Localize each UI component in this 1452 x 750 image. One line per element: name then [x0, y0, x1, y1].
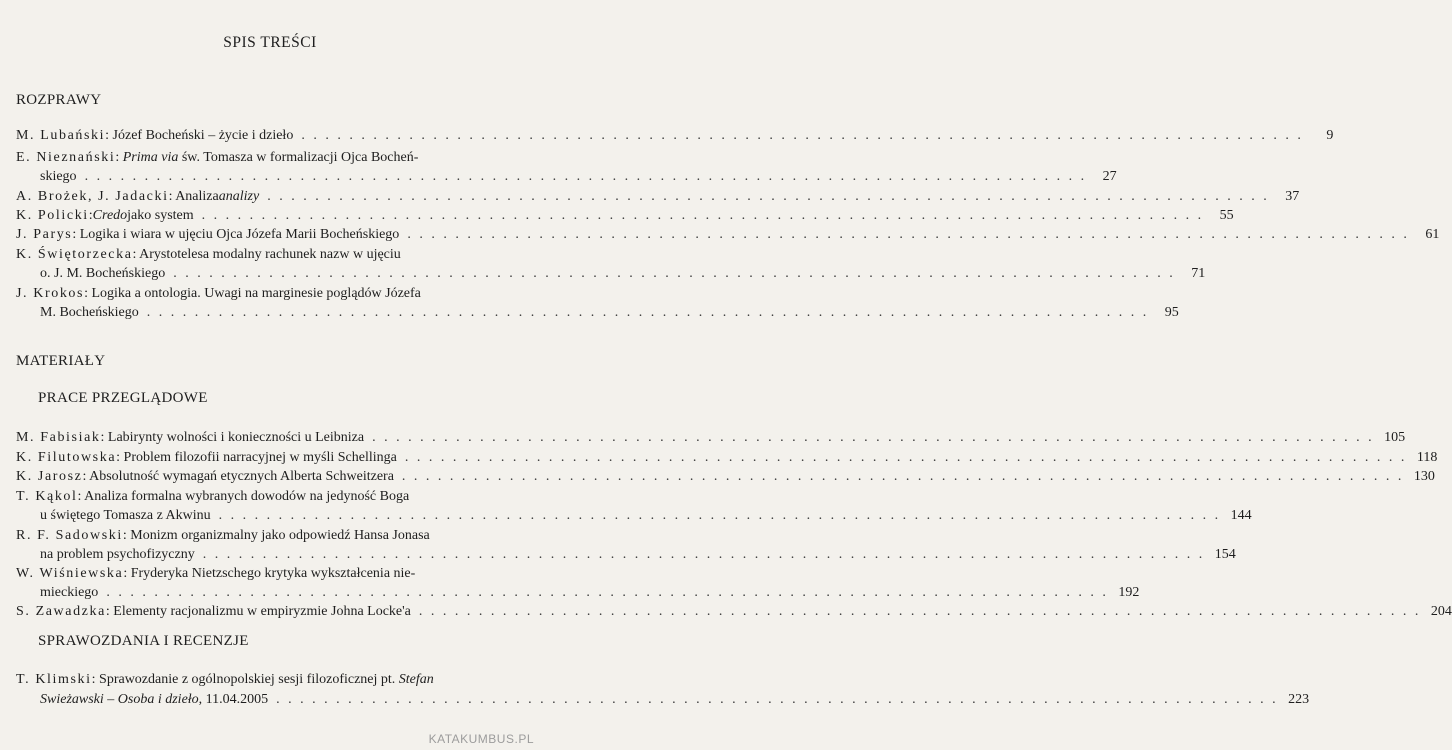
section-heading-materialy: MATERIAŁY	[16, 353, 106, 369]
entry-title: : Fryderyka Nietzschego krytyka wykształcenia nie-	[123, 566, 416, 581]
entry-title-italic: analizy	[218, 189, 260, 204]
entry-title: : Arystotelesa modalny rachunek nazw w ujęciu	[132, 247, 401, 262]
section-heading-rozprawy: ROZPRAWY	[16, 92, 102, 108]
dot-leader: . . . . . . . . . . . . . . . . . . . . . . . . . . . . . . . . . . . . . . . . . . . . . . . . . . . . . . . . . . . . . . . . . . . . . . . . . . . . . . . . . . . .	[267, 189, 1270, 204]
entry-author: T. Klimski	[16, 672, 92, 687]
toc-entry-klimski-cont	[40, 690, 1310, 710]
toc-entry-nieznanski-cont	[40, 167, 1117, 187]
toc-entry-nieznanski	[16, 148, 525, 168]
entry-page-number: 144	[1230, 508, 1252, 523]
toc-entry-lubanski	[16, 126, 1334, 146]
dot-leader: . . . . . . . . . . . . . . . . . . . . . . . . . . . . . . . . . . . . . . . . . . . . . . . . . . . . . . . . . . . . . . . . . . . . . . . . . . . . . . . . . . . .	[202, 547, 1205, 562]
entry-title-cont: , 11.04.2005	[198, 692, 269, 707]
entry-author: T. Kąkol	[16, 489, 78, 504]
entry-title: : Analiza	[168, 189, 219, 204]
entry-title: :	[88, 208, 93, 223]
toc-entry-kakol-cont	[40, 506, 1252, 526]
entry-title: : Problem filozofii narracyjnej w myśli Schellinga	[116, 450, 397, 465]
dot-leader: . . . . . . . . . . . . . . . . . . . . . . . . . . . . . . . . . . . . . . . . . . . . . . . . . . . . . . . . . . . . . . . . . . . . . . . . . . . . . . . . . . . .	[106, 585, 1109, 600]
toc-entry-krokos-cont	[40, 303, 1179, 323]
entry-page-number: 154	[1214, 547, 1236, 562]
entry-title: : Logika i wiara w ujęciu Ojca Józefa Marii Bocheńskiego	[72, 227, 400, 242]
toc-entry-zawadzka	[16, 602, 1452, 622]
toc-entry-wisniewska	[16, 564, 525, 584]
entry-title: : Monizm organizmalny jako odpowiedź Hansa Jonasa	[122, 528, 430, 543]
entry-page-number: 204	[1430, 604, 1452, 619]
entry-title-cont: na problem psychofizyczny	[40, 547, 195, 562]
entry-title: : Labirynty wolności i konieczności u Leibniza	[100, 430, 365, 445]
toc-entry-brozek-jadacki	[16, 187, 1300, 207]
dot-leader: . . . . . . . . . . . . . . . . . . . . . . . . . . . . . . . . . . . . . . . . . . . . . . . . . . . . . . . . . . . . . . . . . . . . . . . . . . . . . . . . . . . .	[276, 692, 1279, 707]
entry-title: : Józef Bocheński – życie i dzieło	[105, 128, 294, 143]
toc-entry-sadowski-cont	[40, 545, 1236, 565]
dot-leader: . . . . . . . . . . . . . . . . . . . . . . . . . . . . . . . . . . . . . . . . . . . . . . . . . . . . . . . . . . . . . . . . . . . . . . . . . . . . . . . . . . . .	[401, 469, 1404, 484]
section-heading-prace-przegladowe: PRACE PRZEGLĄDOWE	[38, 390, 208, 406]
entry-title: :	[115, 150, 123, 165]
dot-leader: . . . . . . . . . . . . . . . . . . . . . . . . . . . . . . . . . . . . . . . . . . . . . . . . . . . . . . . . . . . . . . . . . . . . . . . . . . . . . . . . . . . .	[218, 508, 1221, 523]
toc-entry-krokos	[16, 284, 525, 304]
entry-title-rest: św. Tomasza w formalizacji Ojca Bocheń-	[178, 150, 419, 165]
entry-title-cont: o. J. M. Bocheńskiego	[40, 266, 166, 281]
page-title: SPIS TREŚCI	[223, 34, 317, 51]
entry-title-italic: Prima via	[122, 150, 179, 165]
entry-page-number: 37	[1285, 189, 1300, 204]
toc-entry-jarosz	[16, 467, 1435, 487]
toc-entry-filutowska	[16, 448, 1438, 468]
dot-leader: . . . . . . . . . . . . . . . . . . . . . . . . . . . . . . . . . . . . . . . . . . . . . . . . . . . . . . . . . . . . . . . . . . . . . . . . . . . . . . . . . . . .	[84, 169, 1087, 184]
entry-author: K. Filutowska	[16, 450, 117, 465]
toc-entry-fabisiak	[16, 428, 1406, 448]
entry-title: : Absolutność wymagań etycznych Alberta Schweitzera	[82, 469, 394, 484]
entry-author: J. Parys	[16, 227, 73, 242]
entry-page-number: 192	[1118, 585, 1140, 600]
entry-page-number: 95	[1164, 305, 1179, 320]
toc-entry-swietorzecka	[16, 245, 525, 265]
entry-author: R. F. Sadowski	[16, 528, 123, 543]
entry-page-number: 105	[1384, 430, 1406, 445]
entry-title-cont: M. Bocheńskiego	[40, 305, 139, 320]
entry-author: W. Wiśniewska	[16, 566, 124, 581]
entry-page-number: 27	[1102, 169, 1117, 184]
entry-author: S. Zawadzka	[16, 604, 106, 619]
dot-leader: . . . . . . . . . . . . . . . . . . . . . . . . . . . . . . . . . . . . . . . . . . . . . . . . . . . . . . . . . . . . . . . . . . . . . . . . . . . . . . . . . . . .	[418, 604, 1421, 619]
entry-author: K. Jarosz	[16, 469, 83, 484]
entry-title: : Logika a ontologia. Uwagi na marginesie poglądów Józefa	[84, 286, 421, 301]
toc-entry-kakol	[16, 487, 525, 507]
entry-author: J. Krokos	[16, 286, 85, 301]
watermark: KATAKUMBUS.PL	[428, 732, 534, 746]
entry-author: M. Fabisiak	[16, 430, 101, 445]
entry-page-number: 55	[1219, 208, 1234, 223]
entry-title-cont: u świętego Tomasza z Akwinu	[40, 508, 211, 523]
toc-entry-parys	[16, 225, 1440, 245]
entry-title-cont: mieckiego	[40, 585, 99, 600]
dot-leader: . . . . . . . . . . . . . . . . . . . . . . . . . . . . . . . . . . . . . . . . . . . . . . . . . . . . . . . . . . . . . . . . . . . . . . . . . . . . . . . . . . . .	[173, 266, 1176, 281]
entry-title-italic: Credo	[92, 208, 128, 223]
dot-leader: . . . . . . . . . . . . . . . . . . . . . . . . . . . . . . . . . . . . . . . . . . . . . . . . . . . . . . . . . . . . . . . . . . . . . . . . . . . . . . . . . . . .	[146, 305, 1149, 320]
entry-author: K. Świętorzecka	[16, 247, 133, 262]
entry-title-cont: skiego	[40, 169, 77, 184]
entry-page-number: 130	[1413, 469, 1435, 484]
entry-title-cont-italic: Swieżawski – Osoba i dzieło	[40, 692, 199, 707]
entry-title: : Elementy racjonalizmu w empiryzmie Johna Locke'a	[105, 604, 411, 619]
entry-author: E. Nieznański	[16, 150, 116, 165]
entry-title: : Sprawozdanie z ogólnopolskiej sesji filozoficznej pt.	[91, 672, 399, 687]
section-heading-sprawozdania: SPRAWOZDANIA I RECENZJE	[38, 633, 249, 649]
toc-entry-wisniewska-cont	[40, 583, 1140, 603]
dot-leader: . . . . . . . . . . . . . . . . . . . . . . . . . . . . . . . . . . . . . . . . . . . . . . . . . . . . . . . . . . . . . . . . . . . . . . . . . . . . . . . . . . . .	[372, 430, 1375, 445]
entry-title-rest: jako system	[127, 208, 194, 223]
toc-entry-policki	[16, 206, 1234, 226]
entry-page-number: 61	[1425, 227, 1440, 242]
entry-page-number: 9	[1326, 128, 1334, 143]
entry-title: : Analiza formalna wybranych dowodów na jedyność Boga	[77, 489, 410, 504]
entry-author: K. Policki	[16, 208, 89, 223]
toc-entry-sadowski	[16, 526, 525, 546]
entry-page-number: 71	[1191, 266, 1206, 281]
entry-title-italic: Stefan	[398, 672, 434, 687]
entry-page-number: 223	[1288, 692, 1310, 707]
entry-author: M. Lubański	[16, 128, 106, 143]
entry-author: A. Brożek, J. Jadacki	[16, 189, 169, 204]
entry-page-number: 118	[1416, 450, 1438, 465]
toc-entry-swietorzecka-cont	[40, 264, 1206, 284]
dot-leader: . . . . . . . . . . . . . . . . . . . . . . . . . . . . . . . . . . . . . . . . . . . . . . . . . . . . . . . . . . . . . . . . . . . . . . . . . . . . . . . . . . . .	[301, 128, 1304, 143]
toc-entry-klimski	[16, 670, 525, 690]
dot-leader: . . . . . . . . . . . . . . . . . . . . . . . . . . . . . . . . . . . . . . . . . . . . . . . . . . . . . . . . . . . . . . . . . . . . . . . . . . . . . . . . . . . .	[201, 208, 1204, 223]
dot-leader: . . . . . . . . . . . . . . . . . . . . . . . . . . . . . . . . . . . . . . . . . . . . . . . . . . . . . . . . . . . . . . . . . . . . . . . . . . . . . . . . . . . .	[404, 450, 1407, 465]
dot-leader: . . . . . . . . . . . . . . . . . . . . . . . . . . . . . . . . . . . . . . . . . . . . . . . . . . . . . . . . . . . . . . . . . . . . . . . . . . . . . . . . . . . .	[407, 227, 1410, 242]
